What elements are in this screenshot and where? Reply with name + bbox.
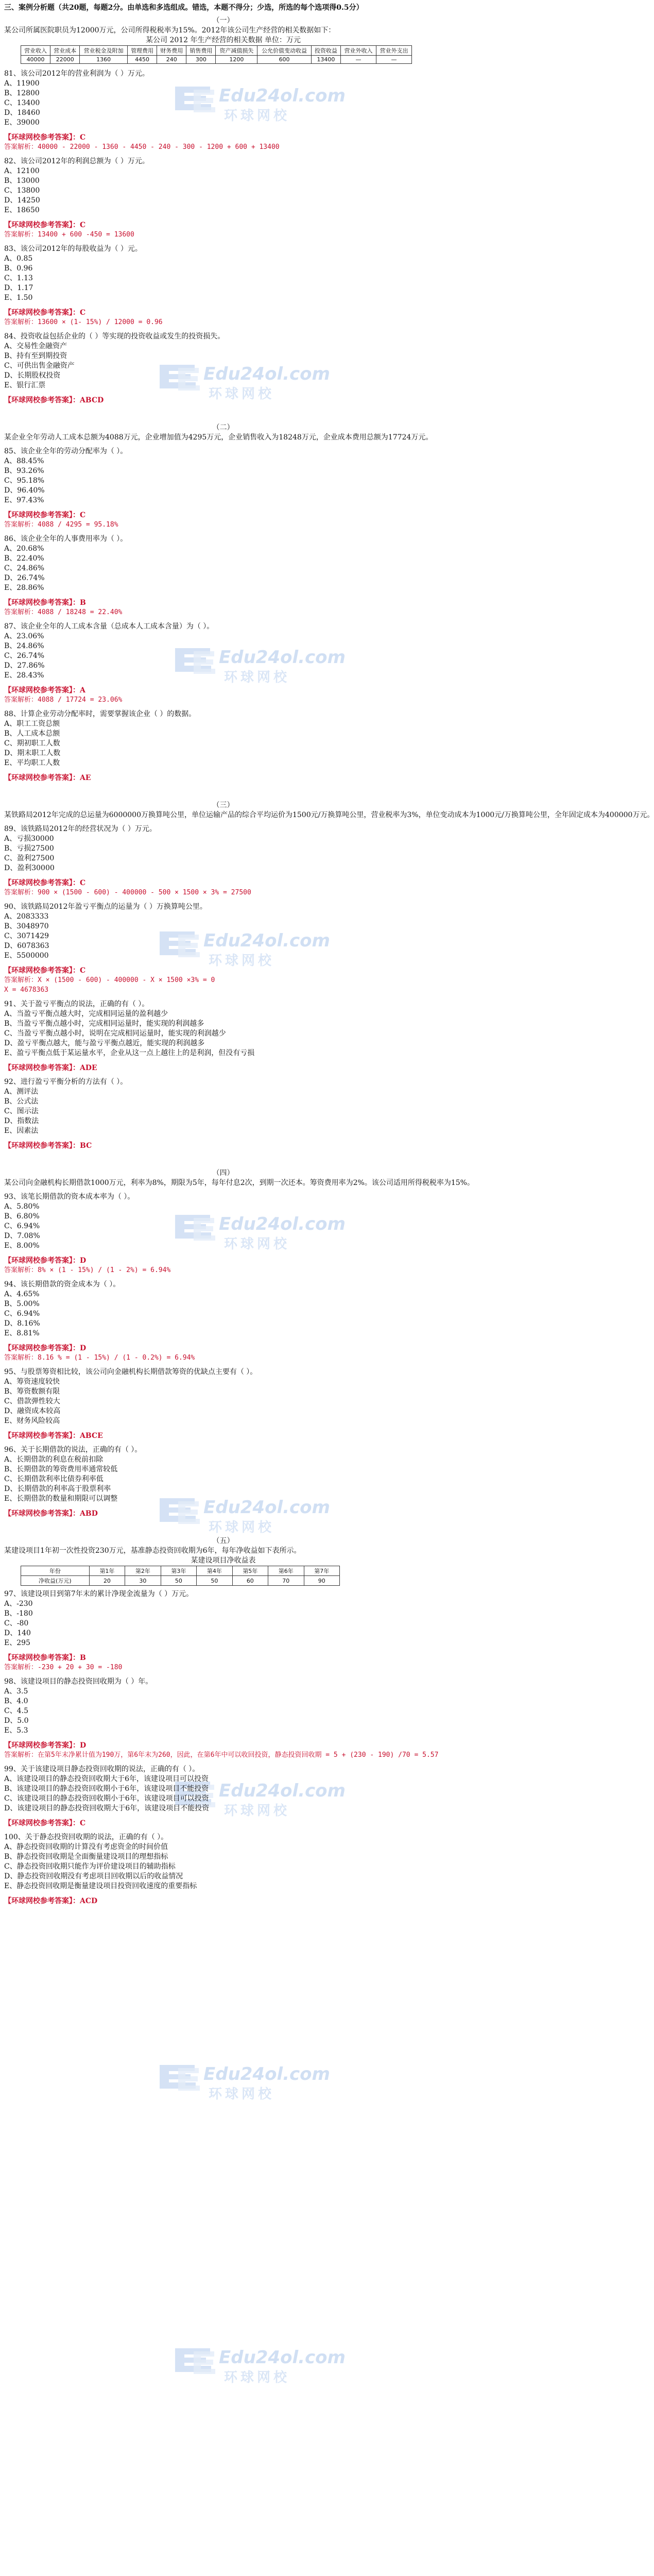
answer-option: B、人工成本总额 bbox=[4, 730, 60, 738]
question-stem: 83、该公司2012年的每股收益为（ ）元。 bbox=[4, 245, 142, 253]
answer-option: D、27.86% bbox=[4, 662, 45, 670]
answer-option: A、职工工资总额 bbox=[4, 720, 60, 728]
answer-option: A、5.80% bbox=[4, 1202, 40, 1211]
answer-option: B、-180 bbox=[4, 1609, 33, 1618]
table-header-cell: 营业成本 bbox=[50, 46, 80, 56]
answer-explanation: 答案解析：13400 + 600 -450 = 13600 bbox=[4, 231, 134, 239]
reference-answer: 【环球网校参考答案】：ABD bbox=[4, 1510, 98, 1518]
reference-answer: 【环球网校参考答案】：C bbox=[4, 133, 86, 142]
section-intro: 三、案例分析题（共20题，每题2分。由单选和多选组成。错选，本题不得分；少选，所选的每个选项得0.5分） bbox=[4, 4, 364, 12]
answer-option: C、26.74% bbox=[4, 652, 45, 660]
watermark-text: Edu24ol.com bbox=[203, 1497, 330, 1518]
answer-option: B、持有至到期投资 bbox=[4, 352, 67, 360]
answer-explanation: 答案解析：4088 / 17724 = 23.06% bbox=[4, 696, 123, 704]
answer-option: A、静态投资回收期的计算没有考虑资金的时间价值 bbox=[4, 1843, 168, 1851]
answer-explanation: 答案解析：-230 + 20 + 30 = -180 bbox=[4, 1664, 123, 1671]
question-stem: 89、该铁路局2012年的经营状况为（ ）万元。 bbox=[4, 825, 157, 833]
answer-option: A、当盈亏平衡点越大时，完成相同运量的盈利越少 bbox=[4, 1010, 168, 1018]
answer-option: A、-230 bbox=[4, 1600, 33, 1608]
answer-option: D、盈亏平衡点越大，能与盈亏平衡点越近，能实现的利润越多 bbox=[4, 1039, 205, 1047]
watermark-subtext: 环球网校 bbox=[209, 953, 275, 969]
answer-option: C、6.94% bbox=[4, 1310, 40, 1318]
case-stem: 某公司所属医院职员为12000万元，公司所得税税率为15%。2012年该公司生产经营的相关数据如下： bbox=[4, 26, 336, 35]
case-stem: 某企业全年劳动人工成本总额为4088万元，企业增加值为4295万元，企业销售收入为18248万元，企业成本费用总额为17724万元。 bbox=[4, 433, 433, 442]
table-cell: 300 bbox=[186, 56, 216, 64]
table-cell: — bbox=[376, 56, 412, 64]
question-stem: 84、投资收益包括企业的（ ）等实现的投资收益或发生的投资损失。 bbox=[4, 332, 225, 341]
question-stem: 87、该企业全年的人工成本含量（总成本人工成本含量）为（ ）。 bbox=[4, 622, 214, 631]
table-cell: 50 bbox=[197, 1576, 232, 1586]
answer-option: E、长期借款的数量和期限可以调整 bbox=[4, 1495, 118, 1503]
answer-option: D、指数法 bbox=[4, 1117, 39, 1125]
table-cell: 13400 bbox=[311, 56, 340, 64]
watermark-text: Edu24ol.com bbox=[219, 1781, 346, 1801]
answer-explanation: 答案解析：8.16 % = (1 - 15%) / (1 - 0.2%) = 6.94% bbox=[4, 1354, 195, 1362]
table-header-cell: 营业外收入 bbox=[341, 46, 376, 56]
answer-option: B、0.96 bbox=[4, 264, 33, 273]
table-cell: 600 bbox=[257, 56, 312, 64]
watermark bbox=[154, 2061, 340, 2102]
answer-option: C、24.86% bbox=[4, 564, 45, 572]
answer-option: A、2083333 bbox=[4, 912, 49, 921]
table-cell: 240 bbox=[157, 56, 186, 64]
table-cell: 净收益(万元) bbox=[21, 1576, 90, 1586]
answer-option: B、5.00% bbox=[4, 1300, 40, 1308]
answer-option: C、借款弹性较大 bbox=[4, 1397, 60, 1405]
answer-option: E、295 bbox=[4, 1639, 30, 1647]
answer-option: E、因素法 bbox=[4, 1127, 39, 1135]
table-header-cell: 投资收益 bbox=[311, 46, 340, 56]
table-cell: 50 bbox=[161, 1576, 196, 1586]
reference-answer: 【环球网校参考答案】：C bbox=[4, 1819, 86, 1827]
question-stem: 98、该建设项目的静态投资回收期为（ ）年。 bbox=[4, 1677, 153, 1686]
answer-option: C、静态投资回收期只能作为评价建设项目的辅助指标 bbox=[4, 1862, 176, 1871]
question-stem: 96、关于长期借款的说法，正确的有（ ）。 bbox=[4, 1446, 142, 1454]
watermark-subtext: 环球网校 bbox=[224, 670, 290, 685]
case-stem: 某公司向金融机构长期借款1000万元，利率为8%，期限为5年，每年付息2次，到期一次还本。筹资费用率为2%。该公司适用所得税税率为15%。 bbox=[4, 1179, 474, 1187]
reference-answer: 【环球网校参考答案】：D bbox=[4, 1741, 87, 1750]
answer-option: D、7.08% bbox=[4, 1232, 40, 1240]
watermark-subtext: 环球网校 bbox=[209, 1520, 275, 1535]
answer-option: E、5500000 bbox=[4, 952, 49, 960]
answer-option: B、3048970 bbox=[4, 922, 49, 930]
answer-option: D、18460 bbox=[4, 109, 40, 117]
watermark-subtext: 环球网校 bbox=[209, 386, 275, 402]
answer-option: E、盈亏平衡点低于某运量水平，企业从这一点上越往上的是利润，但没有亏损 bbox=[4, 1049, 255, 1057]
table-cell: 70 bbox=[268, 1576, 304, 1586]
answer-option: E、97.43% bbox=[4, 496, 44, 504]
table-header-cell: 公允价值变动收益 bbox=[257, 46, 312, 56]
answer-option: C、期初职工人数 bbox=[4, 739, 60, 748]
watermark-text: Edu24ol.com bbox=[219, 86, 346, 106]
watermark-subtext: 环球网校 bbox=[224, 108, 290, 124]
reference-answer: 【环球网校参考答案】：ACD bbox=[4, 1897, 98, 1905]
answer-option: E、28.86% bbox=[4, 584, 44, 592]
table-cell: 40000 bbox=[21, 56, 50, 64]
watermark-logo-icon bbox=[170, 2344, 216, 2375]
answer-option: E、静态投资回收期是衡量建设项目投资回收速度的重要指标 bbox=[4, 1882, 197, 1890]
case-stem: 某铁路局2012年完成的总运量为6000000万换算吨公里，单位运输产品的综合平均运价为1500元/万换算吨公里，营业税率为3%，单位变动成本为1000元/万换算吨公里，全年固定成本为400000万元。 bbox=[4, 811, 654, 819]
watermark-text: Edu24ol.com bbox=[219, 1214, 346, 1234]
answer-option: B、静态投资回收期是全面衡量建设项目的理想指标 bbox=[4, 1853, 168, 1861]
reference-answer: 【环球网校参考答案】：AE bbox=[4, 774, 91, 782]
watermark-text: Edu24ol.com bbox=[203, 930, 330, 951]
answer-option: C、可供出售金融资产 bbox=[4, 362, 75, 370]
answer-option: D、140 bbox=[4, 1629, 31, 1637]
table-header-cell: 第5年 bbox=[232, 1566, 268, 1576]
answer-explanation: 答案解析：X × (1500 - 600) - 400000 - X × 1500 ×3% = 0 bbox=[4, 976, 215, 984]
group-title: （四） bbox=[212, 1169, 234, 1177]
question-stem: 94、该长期借款的资金成本为（ ）。 bbox=[4, 1280, 121, 1289]
answer-option: B、22.40% bbox=[4, 554, 44, 563]
answer-option: C、13400 bbox=[4, 99, 40, 107]
answer-option: B、93.26% bbox=[4, 467, 44, 475]
answer-option: C、6.94% bbox=[4, 1222, 40, 1230]
reference-answer: 【环球网校参考答案】：ADE bbox=[4, 1064, 97, 1072]
answer-option: D、融资成本较高 bbox=[4, 1407, 61, 1415]
answer-option: C、该建设项目的静态投资回收期小于6年，该建设项目可以投资 bbox=[4, 1794, 209, 1803]
answer-option: C、4.5 bbox=[4, 1707, 28, 1715]
table-header-cell: 营业外支出 bbox=[376, 46, 412, 56]
answer-option: C、当盈亏平衡点越小时，说明在完成相同运量时，能实现的利润越少 bbox=[4, 1029, 226, 1038]
answer-explanation: 答案解析：4088 / 4295 = 95.18% bbox=[4, 521, 118, 529]
answer-option: D、8.16% bbox=[4, 1319, 40, 1328]
answer-option: A、交易性金融资产 bbox=[4, 342, 67, 350]
answer-option: E、5.3 bbox=[4, 1726, 28, 1735]
reference-answer: 【环球网校参考答案】：B bbox=[4, 599, 86, 607]
answer-option: B、13000 bbox=[4, 177, 40, 185]
answer-option: A、该建设项目的静态投资回收期大于6年，该建设项目可以投资 bbox=[4, 1775, 209, 1783]
reference-answer: 【环球网校参考答案】：D bbox=[4, 1344, 87, 1352]
answer-explanation: X = 4678363 bbox=[4, 986, 49, 994]
group-title: （三） bbox=[212, 801, 234, 809]
answer-option: A、12100 bbox=[4, 167, 40, 175]
table-cell: 1200 bbox=[216, 56, 257, 64]
answer-option: C、3071429 bbox=[4, 932, 49, 940]
case-stem: 某建设项目1年初一次性投资230万元，基准静态投资回收期为6年，每年净收益如下表所示。 bbox=[4, 1547, 301, 1555]
answer-option: A、88.45% bbox=[4, 457, 44, 465]
question-stem: 93、该笔长期借款的资本成本率为（ ）。 bbox=[4, 1193, 135, 1201]
answer-option: B、12800 bbox=[4, 89, 40, 97]
answer-option: A、0.85 bbox=[4, 255, 33, 263]
answer-explanation: 答案解析：900 × (1500 - 600) - 400000 - 500 × 1500 × 3% = 27500 bbox=[4, 889, 251, 896]
table-header-cell: 第2年 bbox=[125, 1566, 161, 1576]
group-title: （一） bbox=[212, 16, 234, 25]
question-stem: 86、该企业全年的人事费用率为（ ）。 bbox=[4, 535, 128, 543]
answer-option: B、公式法 bbox=[4, 1097, 39, 1106]
question-stem: 88、计算企业劳动分配率时，需要掌握该企业（ ）的数据。 bbox=[4, 710, 196, 718]
answer-option: A、亏损30000 bbox=[4, 835, 54, 843]
answer-option: D、盈利30000 bbox=[4, 864, 55, 872]
question-stem: 81、该公司2012年的营业利润为（ ）万元。 bbox=[4, 70, 149, 78]
answer-option: C、13800 bbox=[4, 187, 40, 195]
reference-answer: 【环球网校参考答案】：A bbox=[4, 686, 85, 694]
answer-option: A、11900 bbox=[4, 79, 40, 88]
answer-option: B、4.0 bbox=[4, 1697, 28, 1705]
answer-option: A、测评法 bbox=[4, 1088, 39, 1096]
answer-option: A、4.65% bbox=[4, 1290, 40, 1298]
answer-option: C、盈利27500 bbox=[4, 854, 55, 862]
watermark-subtext: 环球网校 bbox=[224, 1236, 290, 1252]
answer-option: E、18650 bbox=[4, 206, 40, 214]
answer-option: B、筹资数额有限 bbox=[4, 1387, 60, 1396]
answer-explanation: 答案解析：8% × (1 - 15%) / (1 - 2%) = 6.94% bbox=[4, 1266, 171, 1274]
answer-option: B、6.80% bbox=[4, 1212, 40, 1221]
answer-option: C、-80 bbox=[4, 1619, 29, 1628]
answer-option: D、26.74% bbox=[4, 574, 45, 582]
reference-answer: 【环球网校参考答案】：C bbox=[4, 309, 86, 317]
question-stem: 92、进行盈亏平衡分析的方法有（ ）。 bbox=[4, 1078, 128, 1086]
answer-option: A、筹资速度较快 bbox=[4, 1378, 60, 1386]
answer-option: E、银行汇票 bbox=[4, 381, 46, 389]
reference-answer: 【环球网校参考答案】：ABCE bbox=[4, 1432, 103, 1440]
watermark-subtext: 环球网校 bbox=[224, 2370, 290, 2385]
answer-option: A、3.5 bbox=[4, 1687, 28, 1696]
watermark-text: Edu24ol.com bbox=[203, 2064, 330, 2084]
table-header-cell: 营业税金及附加 bbox=[80, 46, 128, 56]
answer-option: D、96.40% bbox=[4, 486, 45, 495]
watermark-text: Edu24ol.com bbox=[219, 647, 346, 668]
table-cell: — bbox=[341, 56, 376, 64]
watermark-text: Edu24ol.com bbox=[203, 364, 330, 384]
reference-answer: 【环球网校参考答案】：ABCD bbox=[4, 396, 104, 404]
answer-option: D、静态投资回收期没有考虑项目回收期以后的收益情况 bbox=[4, 1872, 183, 1880]
group-title: （二） bbox=[212, 423, 234, 432]
answer-option: E、8.00% bbox=[4, 1242, 40, 1250]
watermark-subtext: 环球网校 bbox=[224, 1803, 290, 1819]
data-table bbox=[21, 1566, 340, 1586]
question-stem: 95、与股票筹资相比较，该公司向金融机构长期借款筹资的优缺点主要有（ ）。 bbox=[4, 1368, 257, 1376]
answer-option: B、该建设项目的静态投资回收期小于6年，该建设项目不能投资 bbox=[4, 1785, 209, 1793]
data-table bbox=[21, 45, 412, 64]
table-cell: 22000 bbox=[50, 56, 80, 64]
table-header-cell: 第3年 bbox=[161, 1566, 196, 1576]
watermark bbox=[170, 2344, 355, 2385]
answer-explanation: 答案解析：13600 × (1- 15%) / 12000 = 0.96 bbox=[4, 318, 163, 326]
group-title: （五） bbox=[212, 1537, 234, 1545]
table-caption: 某公司 2012 年生产经营的相关数据 单位：万元 bbox=[146, 36, 301, 44]
table-header-cell: 第7年 bbox=[304, 1566, 339, 1576]
table-cell: 4450 bbox=[128, 56, 157, 64]
answer-option: D、6078363 bbox=[4, 942, 49, 950]
table-cell: 1360 bbox=[80, 56, 128, 64]
answer-option: D、长期股权投资 bbox=[4, 371, 61, 380]
answer-option: D、该建设项目的静态投资回收期大于6年，该建设项目不能投资 bbox=[4, 1804, 210, 1812]
reference-answer: 【环球网校参考答案】：C bbox=[4, 511, 86, 519]
answer-option: D、14250 bbox=[4, 196, 40, 205]
table-cell: 30 bbox=[125, 1576, 161, 1586]
answer-option: D、长期借款的利率高于股票利率 bbox=[4, 1485, 111, 1493]
question-stem: 99、关于该建设项目静态投资回收期的说法，正确的有（ ）。 bbox=[4, 1765, 200, 1773]
question-stem: 90、该铁路局2012年盈亏平衡点的运量为（ ）万换算吨公里。 bbox=[4, 903, 207, 911]
reference-answer: 【环球网校参考答案】：D bbox=[4, 1257, 87, 1265]
answer-explanation: 答案解析：在第5年末净累计值为190万，第6年末为260，因此，在第6年中可以收回投资，静态投资回收期 = 5 + (230 - 190) /70 = 5.57 bbox=[4, 1751, 439, 1759]
answer-option: E、39000 bbox=[4, 118, 40, 127]
table-header-cell: 管理费用 bbox=[128, 46, 157, 56]
answer-option: E、1.50 bbox=[4, 294, 33, 302]
table-cell: 20 bbox=[89, 1576, 125, 1586]
answer-explanation: 答案解析：40000 - 22000 - 1360 - 4450 - 240 - 300 - 1200 + 600 + 13400 bbox=[4, 143, 280, 151]
answer-option: E、8.81% bbox=[4, 1329, 40, 1337]
answer-option: E、财务风险较高 bbox=[4, 1417, 60, 1425]
table-header-cell: 销售费用 bbox=[186, 46, 216, 56]
watermark-subtext: 环球网校 bbox=[209, 2087, 275, 2102]
table-header-cell: 资产减值损失 bbox=[216, 46, 257, 56]
table-header-cell: 第6年 bbox=[268, 1566, 304, 1576]
table-cell: 90 bbox=[304, 1576, 339, 1586]
answer-option: C、1.13 bbox=[4, 274, 33, 282]
table-caption: 某建设项目净收益表 bbox=[191, 1556, 256, 1565]
question-stem: 97、该建设项目到第7年末的累计净现金流量为（ ）万元。 bbox=[4, 1590, 194, 1598]
answer-option: B、24.86% bbox=[4, 642, 44, 650]
table-cell: 60 bbox=[232, 1576, 268, 1586]
question-stem: 85、该企业全年的劳动分配率为（ ）。 bbox=[4, 447, 128, 455]
answer-option: C、长期借款利率比债券利率低 bbox=[4, 1475, 104, 1483]
reference-answer: 【环球网校参考答案】：B bbox=[4, 1654, 86, 1662]
answer-option: B、长期借款的筹资费用率通常较低 bbox=[4, 1465, 118, 1473]
answer-option: D、期末职工人数 bbox=[4, 749, 61, 757]
answer-option: B、当盈亏平衡点越小时，完成相同运量时，能实现的利润越多 bbox=[4, 1020, 204, 1028]
answer-option: C、图示法 bbox=[4, 1107, 39, 1115]
watermark-logo-icon bbox=[154, 2061, 201, 2092]
watermark-text: Edu24ol.com bbox=[219, 2347, 346, 2368]
answer-option: A、23.06% bbox=[4, 632, 44, 640]
table-header-cell: 第4年 bbox=[197, 1566, 232, 1576]
answer-option: D、5.0 bbox=[4, 1717, 29, 1725]
question-stem: 91、关于盈亏平衡点的说法，正确的有（ ）。 bbox=[4, 1000, 149, 1008]
answer-option: A、20.68% bbox=[4, 545, 44, 553]
question-stem: 100、关于静态投资回收期的说法，正确的有（ ）。 bbox=[4, 1833, 168, 1841]
question-stem: 82、该公司2012年的利润总额为（ ）万元。 bbox=[4, 157, 149, 165]
answer-option: B、亏损27500 bbox=[4, 844, 54, 853]
table-header-cell: 财务费用 bbox=[157, 46, 186, 56]
reference-answer: 【环球网校参考答案】：C bbox=[4, 879, 86, 887]
answer-option: E、28.43% bbox=[4, 671, 44, 680]
reference-answer: 【环球网校参考答案】：BC bbox=[4, 1142, 92, 1150]
answer-option: E、平均职工人数 bbox=[4, 759, 60, 767]
table-header-cell: 年份 bbox=[21, 1566, 90, 1576]
answer-option: C、95.18% bbox=[4, 477, 45, 485]
reference-answer: 【环球网校参考答案】：C bbox=[4, 967, 86, 975]
table-header-cell: 第1年 bbox=[89, 1566, 125, 1576]
answer-option: D、1.17 bbox=[4, 284, 33, 292]
reference-answer: 【环球网校参考答案】：C bbox=[4, 221, 86, 229]
answer-explanation: 答案解析：4088 / 18248 = 22.40% bbox=[4, 608, 123, 616]
answer-option: A、长期借款的利息在税前扣除 bbox=[4, 1455, 104, 1464]
table-header-cell: 营业收入 bbox=[21, 46, 50, 56]
